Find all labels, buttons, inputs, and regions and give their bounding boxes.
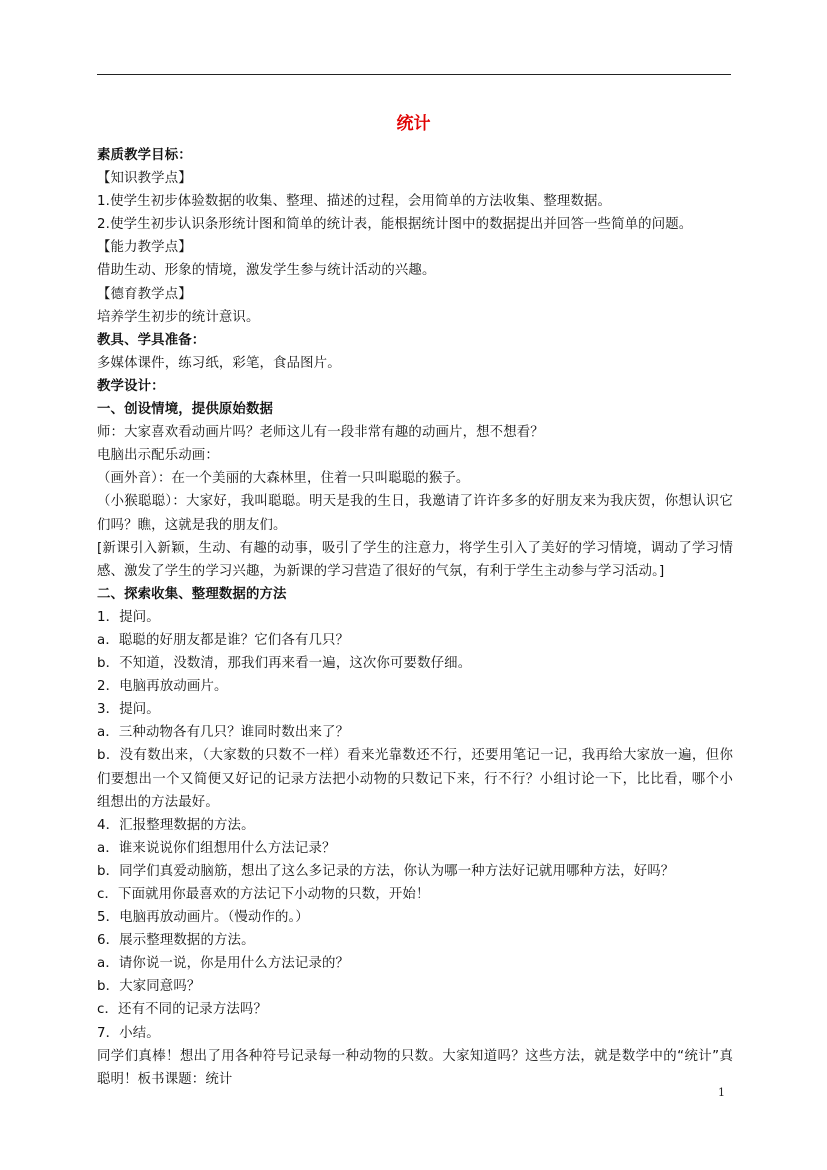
text-line: 借助生动、形象的情境，激发学生参与统计活动的兴趣。 [97, 263, 436, 279]
text-line: b．不知道，没数清，那我们再来看一遍，这次你可要数仔细。 [97, 656, 472, 672]
text-line: c．下面就用你最喜欢的方法记下小动物的只数，开始！ [97, 887, 430, 902]
text-line: 培养学生初步的统计意识。 [97, 309, 260, 325]
section-heading: 二、探索收集、整理数据的方法 [97, 586, 287, 602]
text-line: 2.使学生初步认识条形统计图和简单的统计表，能根据统计图中的数据提出并回答一些简单的问题。 [97, 217, 693, 233]
text-line: （画外音）：在一个美丽的大森林里，住着一只叫聪聪的猴子。 [97, 471, 470, 487]
header-rule [97, 74, 731, 75]
text-line: 1.使学生初步体验数据的收集、整理、描述的过程，会用简单的方法收集、整理数据。 [97, 194, 612, 210]
lesson-plan-body [97, 144, 733, 1091]
text-line: 【能力教学点】 [97, 240, 192, 256]
page-number: 1 [718, 1086, 725, 1099]
text-line: a．请你说一说，你是用什么方法记录的？ [97, 956, 350, 972]
text-line: 7．小结。 [97, 1025, 160, 1041]
section-heading: 素质教学目标： [97, 148, 192, 163]
section-heading: 教学设计： [97, 378, 165, 394]
paragraph: 同学们真棒！想出了用各种符号记录每一种动物的只数。大家知道吗？这些方法，就是数学中的“统计”真聪明！板书课题：统计 [97, 1048, 733, 1087]
paragraph: [新课引入新颖，生动、有趣的动事，吸引了学生的注意力，将学生引入了美好的学习情境，调动了学习情感、激发了学生的学习兴趣，为新课的学习营造了很好的气氛，有利于学生主动参与学习活动。] [97, 540, 733, 579]
text-line: a．聪聪的好朋友都是谁？它们各有几只？ [97, 632, 350, 648]
text-line: 多媒体课件，练习纸，彩笔，食品图片。 [97, 355, 341, 371]
text-line: a．三种动物各有几只？谁同时数出来了？ [97, 725, 350, 741]
text-line: 3．提问。 [97, 702, 160, 718]
page-title: 统计 [396, 114, 431, 134]
paragraph: b．没有数出来，（大家数的只数不一样）看来光靠数还不行，还要用笔记一记，我再给大家放一遍，但你们要想出一个又简便又好记的记录方法把小动物的只数记下来，行不行？小组讨论一下，比比看，哪个小组想出的方法最好。 [97, 748, 733, 810]
section-heading: 一、创设情境，提供原始数据 [97, 402, 274, 418]
text-line: 2．电脑再放动画片。 [97, 679, 228, 695]
text-line: a．谁来说说你们组想用什么方法记录？ [97, 840, 336, 856]
text-line: 5．电脑再放动画片。（慢动作的。） [97, 910, 309, 926]
text-line: 4．汇报整理数据的方法。 [97, 817, 255, 833]
text-line: 师：大家喜欢看动画片吗？老师这儿有一段非常有趣的动画片，想不想看？ [97, 425, 544, 441]
text-line: 电脑出示配乐动画： [97, 448, 219, 464]
text-line: b．大家同意吗？ [97, 979, 201, 995]
text-line: b．同学们真爱动脑筋，想出了这么多记录的方法，你认为哪一种方法好记就用哪种方法，好吗？ [97, 863, 675, 879]
text-line: 1．提问。 [97, 609, 160, 625]
text-line: 【德育教学点】 [97, 286, 192, 302]
text-line: c．还有不同的记录方法吗？ [97, 1002, 267, 1018]
text-line: 【知识教学点】 [97, 171, 192, 187]
text-line: 6．展示整理数据的方法。 [97, 933, 255, 949]
section-heading: 教具、学具准备： [97, 332, 206, 348]
paragraph: （小猴聪聪）：大家好，我叫聪聪。明天是我的生日，我邀请了许许多多的好朋友来为我庆贺，你想认识它们吗？瞧，这就是我的朋友们。 [97, 494, 733, 533]
